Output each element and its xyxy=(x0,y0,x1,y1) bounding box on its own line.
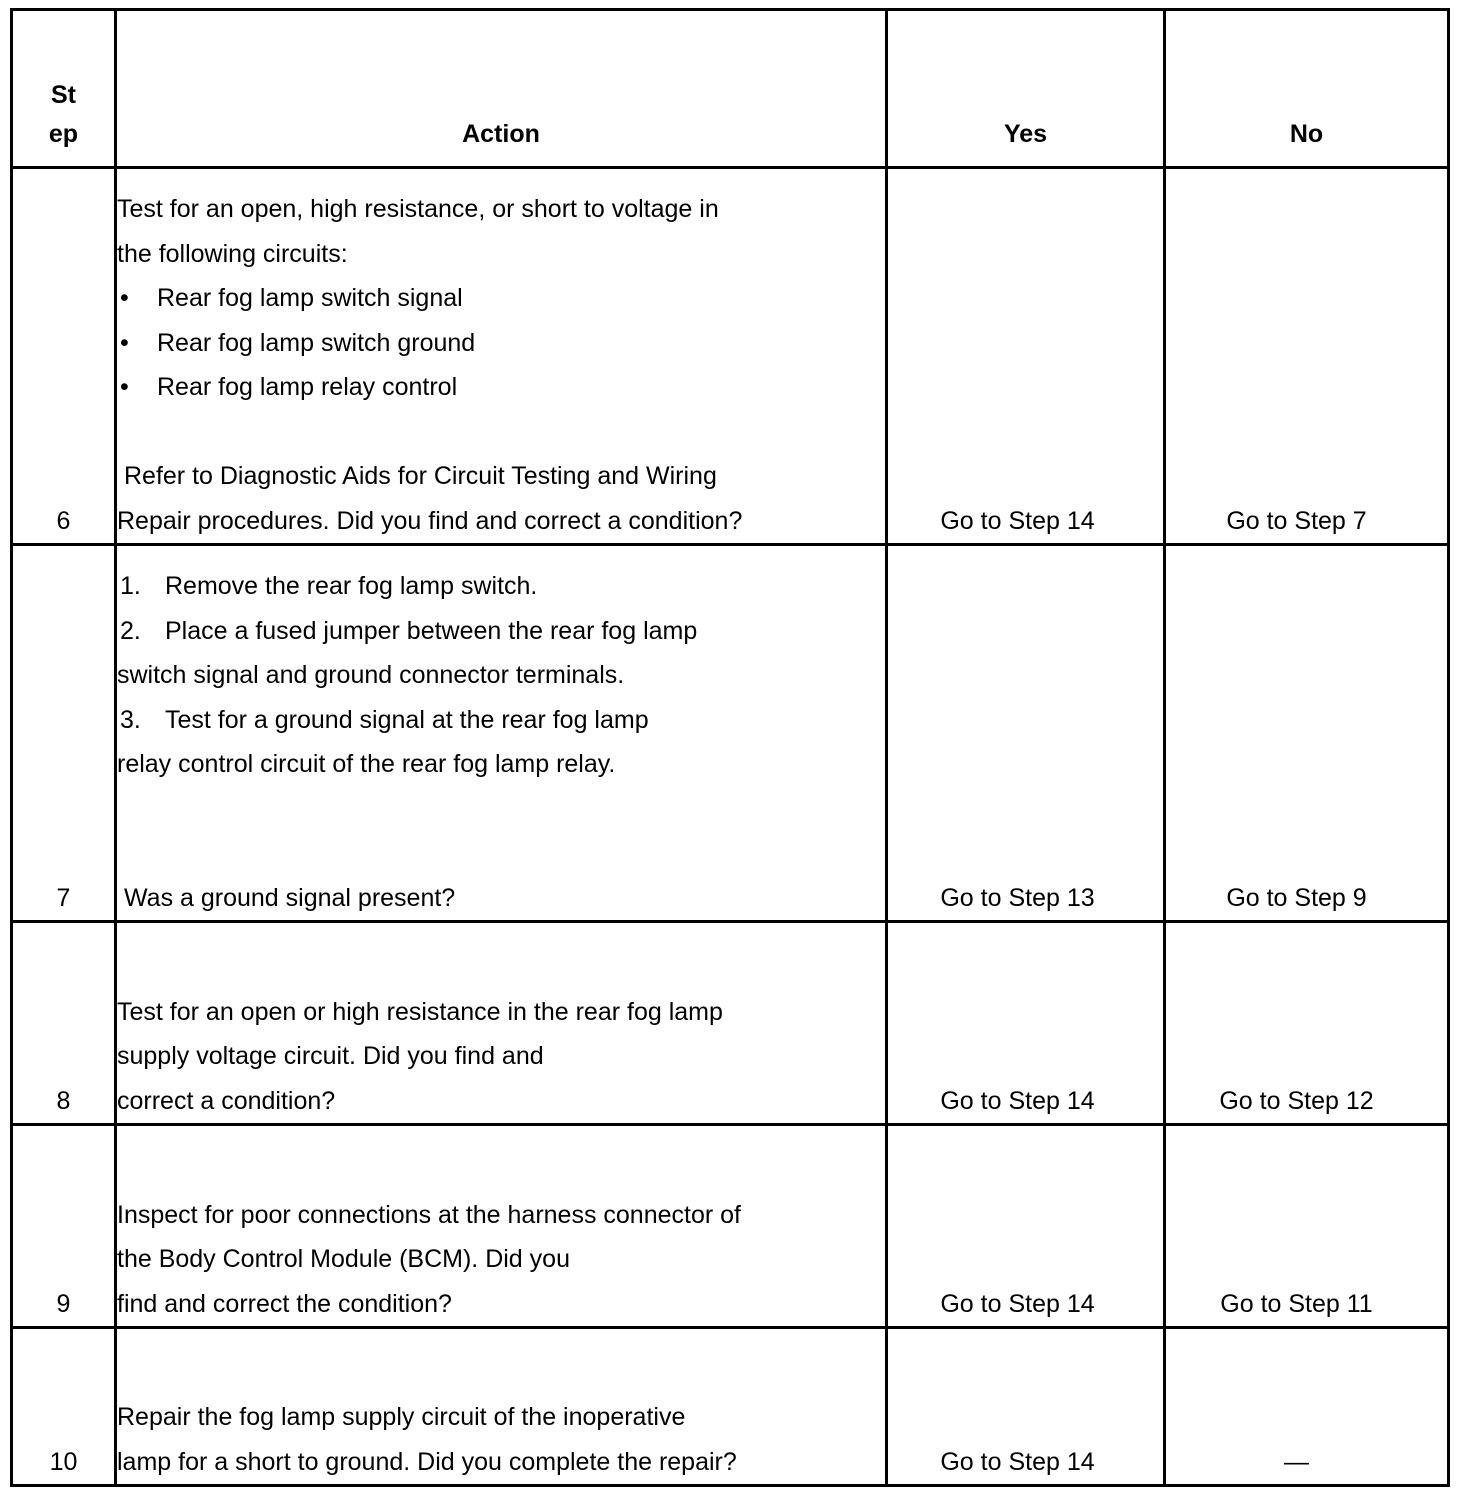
action-line: switch signal and ground connector terminals. xyxy=(117,661,625,689)
item-number: 2. xyxy=(120,616,141,645)
action-cell xyxy=(116,545,887,922)
item-text: Remove the rear fog lamp switch. xyxy=(165,572,538,600)
step-number: 7 xyxy=(12,545,116,922)
yes-link[interactable]: Go to Step 14 xyxy=(940,1086,1095,1115)
yes-link[interactable]: Go to Step 14 xyxy=(940,1289,1095,1318)
spacer xyxy=(117,787,885,832)
yes-cell xyxy=(887,1125,1165,1328)
numbered-item xyxy=(117,609,885,654)
action-line: Inspect for poor connections at the harness connector of xyxy=(117,1200,741,1229)
action-cell xyxy=(116,168,887,545)
action-line: Repair the fog lamp supply circuit of the inoperative xyxy=(117,1403,686,1431)
no-link[interactable]: Go to Step 7 xyxy=(1226,506,1367,535)
table-header-row xyxy=(12,10,1449,168)
step-number: 8 xyxy=(12,922,116,1125)
action-line: correct a condition? xyxy=(117,1086,336,1115)
bullet-icon: • xyxy=(120,284,129,312)
table-row xyxy=(12,922,1449,1125)
header-no: No xyxy=(1165,10,1449,168)
table-row xyxy=(12,168,1449,545)
yes-cell xyxy=(887,168,1165,545)
action-line: Test for an open, high resistance, or short to voltage in xyxy=(117,195,719,223)
action-cell xyxy=(116,922,887,1125)
action-question: Was a ground signal present? xyxy=(124,883,456,912)
table-row xyxy=(12,1125,1449,1328)
no-cell xyxy=(1165,1125,1449,1328)
action-line: lamp for a short to ground. Did you complete the repair? xyxy=(117,1447,737,1476)
table-row xyxy=(12,1328,1449,1486)
diagnostic-table xyxy=(10,8,1450,1487)
no-link[interactable]: Go to Step 11 xyxy=(1220,1289,1373,1318)
yes-cell xyxy=(887,1328,1165,1486)
yes-cell xyxy=(887,922,1165,1125)
action-line: relay control circuit of the rear fog lamp relay. xyxy=(117,750,616,778)
spacer xyxy=(117,410,885,455)
action-line: find and correct the condition? xyxy=(117,1289,452,1318)
header-step-line1: St xyxy=(51,81,76,109)
action-line: Refer to Diagnostic Aids for Circuit Testing and Wiring xyxy=(124,462,717,490)
step-number: 6 xyxy=(12,168,116,545)
header-yes: Yes xyxy=(887,10,1165,168)
bullet-item xyxy=(117,365,885,410)
bullet-text: Rear fog lamp relay control xyxy=(157,373,458,401)
step-number: 9 xyxy=(12,1125,116,1328)
yes-cell xyxy=(887,545,1165,922)
bullet-text: Rear fog lamp switch signal xyxy=(157,284,463,312)
yes-link[interactable]: Go to Step 14 xyxy=(940,506,1095,535)
no-link[interactable]: Go to Step 12 xyxy=(1219,1086,1374,1115)
yes-link[interactable]: Go to Step 14 xyxy=(940,1447,1095,1476)
yes-link[interactable]: Go to Step 13 xyxy=(940,883,1095,912)
header-action: Action xyxy=(116,10,887,168)
action-line: supply voltage circuit. Did you find and xyxy=(117,1042,544,1070)
no-cell xyxy=(1165,545,1449,922)
no-cell xyxy=(1165,1328,1449,1486)
bullet-icon: • xyxy=(120,373,129,401)
no-value: — xyxy=(1284,1447,1309,1476)
spacer xyxy=(117,831,885,876)
bullet-text: Rear fog lamp switch ground xyxy=(157,328,476,357)
action-line: Test for an open or high resistance in the rear fog lamp xyxy=(117,997,723,1026)
table-row xyxy=(12,545,1449,922)
action-line: the following circuits: xyxy=(117,239,348,268)
bullet-item xyxy=(117,321,885,366)
header-step-line2: ep xyxy=(48,120,79,148)
item-text: Place a fused jumper between the rear fog lamp xyxy=(165,616,698,645)
action-line: the Body Control Module (BCM). Did you xyxy=(117,1245,570,1273)
action-cell xyxy=(116,1125,887,1328)
bullet-item xyxy=(117,276,885,321)
bullet-icon: • xyxy=(120,328,129,357)
header-step xyxy=(12,10,116,168)
numbered-item xyxy=(117,564,885,609)
item-number: 1. xyxy=(120,572,141,600)
action-line: Repair procedures. Did you find and correct a condition? xyxy=(117,506,743,535)
no-cell xyxy=(1165,168,1449,545)
step-number: 10 xyxy=(12,1328,116,1486)
item-number: 3. xyxy=(120,705,141,734)
no-link[interactable]: Go to Step 9 xyxy=(1226,883,1367,912)
action-cell xyxy=(116,1328,887,1486)
no-cell xyxy=(1165,922,1449,1125)
numbered-item xyxy=(117,698,885,743)
item-text: Test for a ground signal at the rear fog lamp xyxy=(165,705,649,734)
